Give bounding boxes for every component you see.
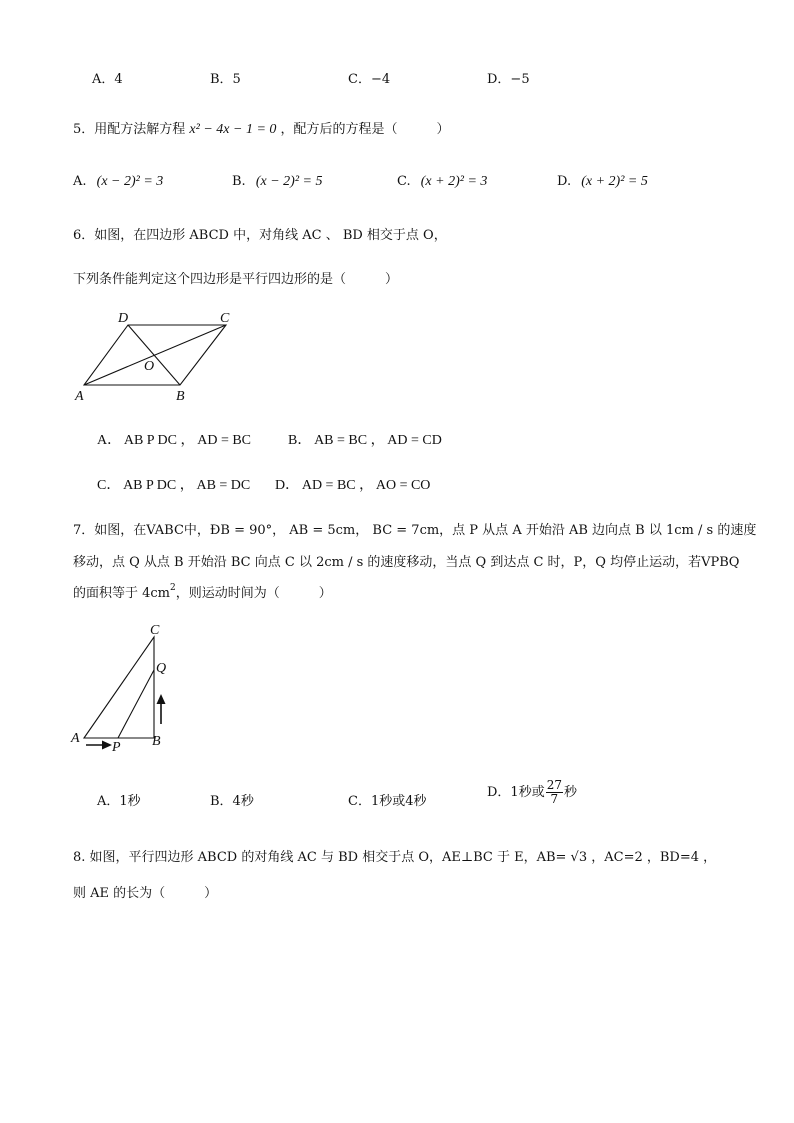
q7-stem-line3 [73, 582, 332, 601]
q7-option-c: C．1秒或4秒 [348, 794, 427, 809]
q6-option-a: A． AB P DC ， AD = BC [97, 433, 252, 448]
q5-option-d [557, 174, 648, 190]
q5-option-b-label: B. [232, 174, 246, 189]
q5-option-c-formula: (x + 2)² = 3 [420, 174, 488, 189]
q7-option-d-fraction [546, 779, 563, 806]
q5-option-c [397, 174, 487, 190]
q4-option-b: B．5 [210, 72, 241, 87]
q7-stem-line1: 7．如图，在VABC中，ÐB = 90°， AB = 5cm， BC = 7cm，点 P 从点 A 开始沿 AB 边向点 B 以 1cm / s 的速度 [73, 523, 757, 538]
q5-option-d-label: D. [557, 174, 572, 189]
q8-stem-line1: 8. 如图，平行四边形 ABCD 的对角线 AC 与 BD 相交于点 O，AE⊥BC 于 E，AB= √3 ，AC=2 ，BD=4 ， [73, 850, 717, 865]
q7-stem-line2: 移动，点 Q 从点 B 开始沿 BC 向点 C 以 2cm / s 的速度移动，当点 Q 到达点 C 时，P，Q 均停止运动，若VPBQ [73, 555, 740, 570]
q7-option-d-pre: D．1秒或 [487, 785, 545, 800]
q5-option-a-formula: (x − 2)² = 3 [96, 174, 164, 189]
q7-label-c: C [150, 623, 160, 638]
q7-triangle-figure [64, 618, 184, 758]
q7-label-a: A [71, 731, 80, 746]
q7-option-b: B．4秒 [210, 794, 254, 809]
q7-stem-line3-pre: 的面积等于 4cm [73, 586, 171, 601]
q7-stem-line3-sup: 2 [170, 583, 176, 593]
q5-option-a [73, 174, 163, 190]
q7-label-p: P [112, 740, 121, 755]
q7-option-a: A．1秒 [97, 794, 141, 809]
q6-stem-line2: 下列条件能判定这个四边形是平行四边形的是（ ） [73, 272, 399, 287]
q6-parallelogram-figure [70, 306, 250, 406]
q6-option-d: D． AD = BC ， AO = CO [275, 478, 431, 493]
q5-stem [73, 118, 450, 138]
q7-option-d-numerator: 27 [546, 778, 562, 792]
q6-label-b: B [176, 389, 185, 404]
q5-stem-post: ，配方后的方程是（ ） [280, 122, 450, 137]
q7-label-b: B [152, 734, 161, 749]
q4-option-c: C．−4 [348, 72, 391, 87]
q7-option-d [487, 779, 577, 806]
q4-option-d: D．−5 [487, 72, 530, 87]
q6-label-o: O [144, 359, 155, 374]
q7-option-d-post: 秒 [563, 785, 577, 800]
q6-label-d: D [118, 311, 129, 326]
q5-option-c-label: C. [397, 174, 411, 189]
q6-option-b: B． AB = BC ， AD = CD [288, 433, 442, 448]
q5-equation: x² − 4x − 1 = 0 [189, 122, 277, 137]
q4-option-a: A．4 [92, 72, 123, 87]
q5-option-b [232, 174, 322, 190]
q8-stem-line2: 则 AE 的长为（ ） [73, 886, 218, 901]
q7-option-d-denominator: 7 [550, 792, 559, 806]
q7-label-q: Q [156, 661, 167, 676]
q5-stem-pre: 5．用配方法解方程 [73, 122, 186, 137]
q7-stem-line3-post: ，则运动时间为（ ） [175, 586, 332, 601]
q6-option-c: C． AB P DC ， AB = DC [97, 478, 251, 493]
q5-option-d-formula: (x + 2)² = 5 [581, 174, 648, 189]
q6-label-c: C [220, 311, 230, 326]
q5-option-b-formula: (x − 2)² = 5 [255, 174, 323, 189]
q6-label-a: A [75, 389, 84, 404]
q6-stem-line1: 6．如图，在四边形 ABCD 中，对角线 AC 、 BD 相交于点 O， [73, 228, 447, 243]
q5-option-a-label: A. [73, 174, 87, 189]
